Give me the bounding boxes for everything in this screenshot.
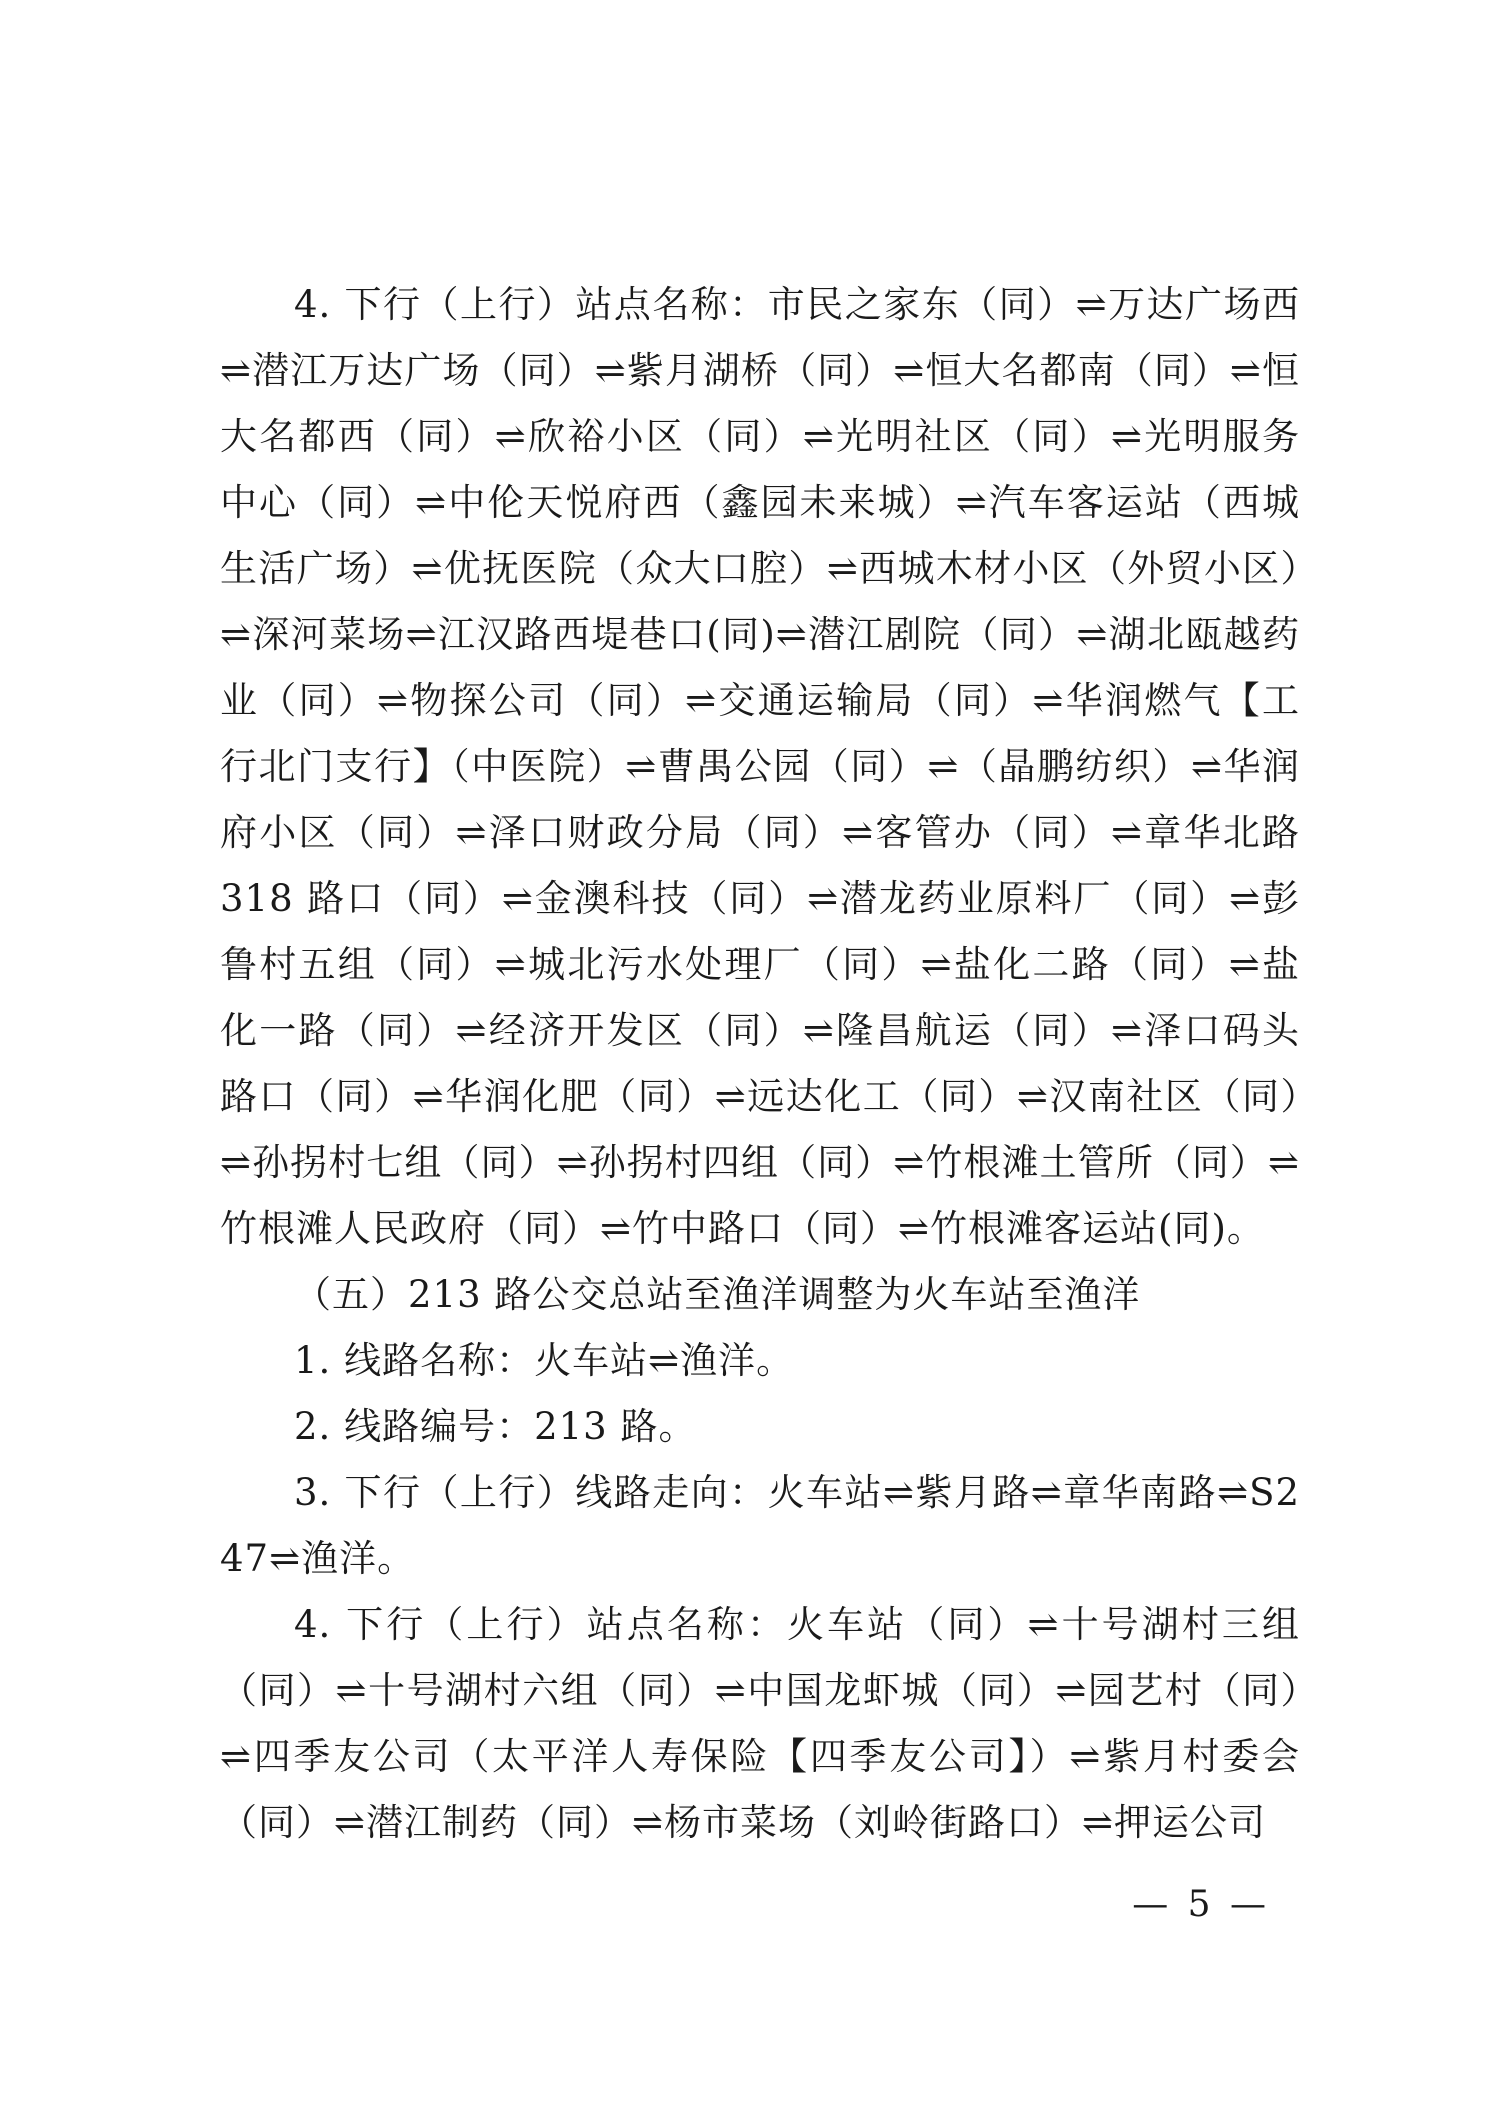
paragraph-stations-list-1: 4. 下行（上行）站点名称：市民之家东（同）⇌万达广场西⇌潜江万达广场（同）⇌紫月湖桥（同）⇌恒大名都南（同）⇌恒大名都西（同）⇌欣裕小区（同）⇌光明社区（同）⇌光明服务中心（同）⇌中伦天悦府西（鑫园未来城）⇌汽车客运站（西城生活广场）⇌优抚医院（众大口腔）⇌西城木材小区（外贸小区）⇌深河菜场⇌江汉路西堤巷口(同)⇌潜江剧院（同）⇌湖北瓯越药业（同）⇌物探公司（同）⇌交通运输局（同）⇌华润燃气【工行北门支行】（中医院）⇌曹禺公园（同）⇌（晶鹏纺织）⇌华润府小区（同）⇌泽口财政分局（同）⇌客管办（同）⇌章华北路 318 路口（同）⇌金澳科技（同）⇌潜龙药业原料厂（同）⇌彭鲁村五组（同）⇌城北污水处理厂（同）⇌盐化二路（同）⇌盐化一路（同）⇌经济开发区（同）⇌隆昌航运（同）⇌泽口码头路口（同）⇌华润化肥（同）⇌远达化工（同）⇌汉南社区（同）⇌孙拐村七组（同）⇌孙拐村四组（同）⇌竹根滩土管所（同）⇌竹根滩人民政府（同）⇌竹中路口（同）⇌竹根滩客运站(同)。: [220, 283, 1300, 1250]
page-number: — 5 —: [1132, 1884, 1270, 1925]
paragraph-route-direction: 3. 下行（上行）线路走向：火车站⇌紫月路⇌章华南路⇌S247⇌渔洋。: [220, 1471, 1300, 1580]
paragraph-route-name: 1. 线路名称：火车站⇌渔洋。: [294, 1339, 795, 1382]
paragraph-section-heading-213: （五）213 路公交总站至渔洋调整为火车站至渔洋: [294, 1273, 1141, 1316]
document-body: [220, 272, 1300, 1856]
paragraph-stations-list-2: 4. 下行（上行）站点名称：火车站（同）⇌十号湖村三组（同）⇌十号湖村六组（同）⇌中国龙虾城（同）⇌园艺村（同）⇌四季友公司（太平洋人寿保险【四季友公司】）⇌紫月村委会（同）⇌潜江制药（同）⇌杨市菜场（刘岭街路口）⇌押运公司: [220, 1603, 1300, 1844]
paragraph-route-number: 2. 线路编号：213 路。: [294, 1405, 697, 1448]
